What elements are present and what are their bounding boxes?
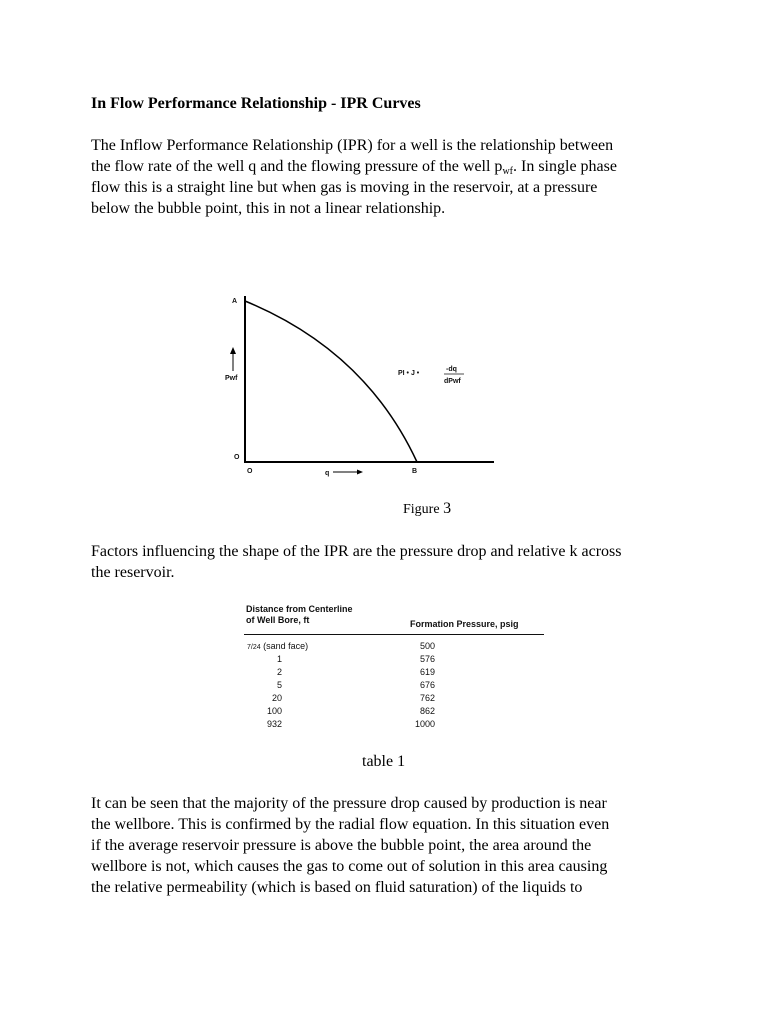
label-point-b: B <box>412 468 418 475</box>
paragraph-line: the reservoir. <box>91 564 175 581</box>
paragraph-line: the relative permeability (which is based on fluid saturation) of the liquids to <box>91 879 583 896</box>
table-row <box>240 653 550 666</box>
table-row <box>240 705 550 718</box>
section-title: In Flow Performance Relationship - IPR Curves <box>91 95 421 112</box>
pressure-cell: 862 <box>419 706 435 716</box>
table-row <box>240 718 550 731</box>
pwf-subscript: wf <box>502 166 513 177</box>
pressure-distance-table <box>240 600 550 732</box>
distance-cell: 2 <box>276 667 282 677</box>
label-pwf: Pwf <box>225 375 238 382</box>
pressure-cell: 676 <box>419 680 435 690</box>
paragraph-line: wellbore is not, which causes the gas to come out of solution in this area causing <box>91 858 608 875</box>
header-distance <box>246 604 353 626</box>
paragraph-pressure-drop <box>91 793 691 898</box>
distance-cell <box>247 640 308 654</box>
pressure-cell: 762 <box>419 693 435 703</box>
paragraph-line: below the bubble point, this in not a linear relationship. <box>91 200 446 217</box>
paragraph-line: The Inflow Performance Relationship (IPR) for a well is the relationship between <box>91 137 614 154</box>
table-row <box>240 640 550 653</box>
distance-fraction: 7/24 <box>247 644 261 651</box>
header-pressure: Formation Pressure, psig <box>410 619 519 629</box>
pressure-cell: 576 <box>419 654 435 664</box>
table-body <box>240 640 550 731</box>
distance-cell: 1 <box>276 654 282 664</box>
paragraph-line: the wellbore. This is confirmed by the radial flow equation. In this situation even <box>91 816 610 833</box>
header-distance-line: of Well Bore, ft <box>246 615 310 625</box>
paragraph-line: It can be seen that the majority of the pressure drop caused by production is near <box>91 795 607 812</box>
label-origin-y: O <box>234 454 240 461</box>
label-origin-x: O <box>247 468 253 475</box>
header-distance-line: Distance from Centerline <box>246 604 353 614</box>
caption-number: 3 <box>443 500 452 517</box>
distance-cell: 5 <box>276 680 282 690</box>
table-row <box>240 679 550 692</box>
pressure-cell: 619 <box>419 667 435 677</box>
pi-equation-numerator: -dq <box>446 366 457 373</box>
distance-cell: 20 <box>271 693 282 703</box>
pressure-cell: 500 <box>419 641 435 651</box>
text-run: the flow rate of the well q and the flowing pressure of the well p <box>91 158 503 175</box>
figure-caption <box>403 500 451 519</box>
paragraph-line: flow this is a straight line but when gas is moving in the reservoir, at a pressure <box>91 179 598 196</box>
label-q: q <box>325 470 330 477</box>
distance-cell: 932 <box>266 719 282 729</box>
pressure-cell: 1000 <box>414 719 435 729</box>
label-point-a: A <box>232 298 238 305</box>
ipr-curve-figure <box>220 278 510 483</box>
paragraph-line: if the average reservoir pressure is above the bubble point, the area around the <box>91 837 592 854</box>
table-row <box>240 692 550 705</box>
header-divider <box>244 634 544 635</box>
pi-equation-denominator: dPwf <box>444 378 461 385</box>
paragraph-line <box>91 156 691 177</box>
ipr-curve <box>245 301 417 462</box>
q-arrow-head-icon <box>357 470 363 475</box>
paragraph-line: Factors influencing the shape of the IPR are the pressure drop and relative k across <box>91 543 622 560</box>
paragraph-ipr-definition <box>91 135 691 219</box>
table-caption: table 1 <box>362 753 406 770</box>
paragraph-ipr-factors <box>91 541 691 583</box>
table-row <box>240 666 550 679</box>
distance-cell: 100 <box>266 706 282 716</box>
pi-equation-lhs: PI • J • <box>398 370 420 377</box>
caption-word: Figure <box>403 502 440 517</box>
text-run: . In single phase <box>513 158 617 175</box>
distance-note: (sand face) <box>260 641 309 651</box>
pwf-arrow-head-icon <box>230 347 236 354</box>
